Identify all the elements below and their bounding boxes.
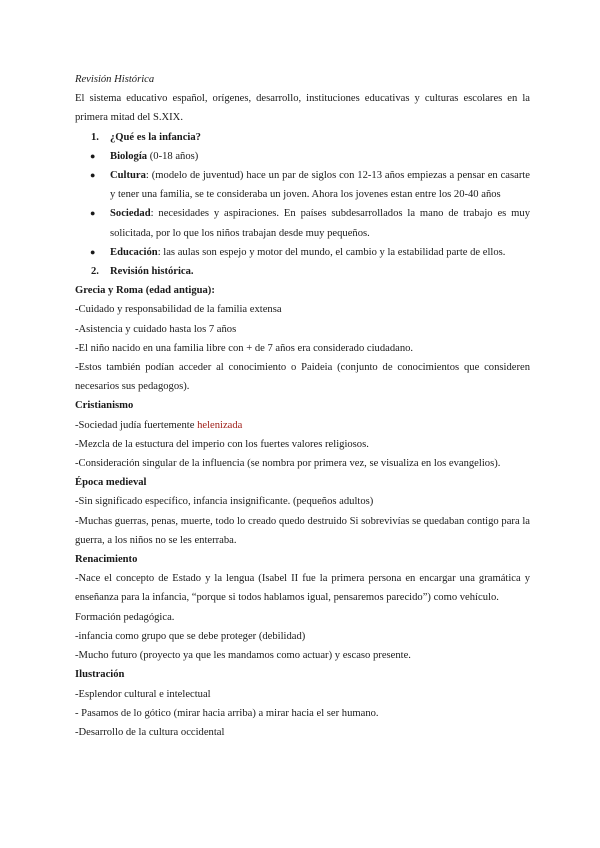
text-line: -Sin significado específico, infancia insignificante. (pequeños adultos) [75,496,374,508]
intro-paragraph: El sistema educativo español, orígenes, desarrollo, instituciones educativas y culturas escolares en la primera mitad del S.XIX. [75,93,530,124]
text-line: -Desarrollo de la cultura occidental [75,726,225,738]
heading-medieval: Época medieval [75,477,147,489]
heading-cristianismo: Cristianismo [75,400,134,412]
section-1-title: ¿Qué es la infancia? [110,131,201,143]
heading-ilustracion: Ilustración [75,669,125,681]
text-line: -Mucho futuro (proyecto ya que les mandamos como actuar) y escaso presente. [75,650,411,662]
text-line: -infancia como grupo que se debe proteger (debilidad) [75,630,306,642]
text-paragraph: -Nace el concepto de Estado y la lengua (Isabel II fue la primera persona en encargar una gramática y enseñanza para la infancia, “porque si todos hablamos igual, pensaremos parecido”) como vehículo. [75,573,530,604]
section-2-title: Revisión histórica. [110,266,194,278]
text-line: -El niño nacido en una familia libre con + de 7 años era considerado ciudadano. [75,342,414,354]
bullet-icon: ● [90,170,96,181]
text-paragraph: -Estos también podían acceder al conocimiento o Paideia (conjunto de conocimientos que consideren necesarios sus pedagogos). [75,362,530,393]
bullet-label: Sociedad [110,208,151,220]
text-line: -Esplendor cultural e intelectual [75,688,211,700]
text-line: -Asistencia y cuidado hasta los 7 años [75,323,237,335]
heading-renacimiento: Renacimiento [75,554,138,566]
section-2-heading [75,262,530,281]
bullet-label: Biología [110,150,148,162]
bullet-sociedad [75,204,530,242]
doc-title: Revisión Histórica [75,74,155,85]
bullet-label: Educación [110,246,158,258]
section-2-number: 2. [91,266,99,278]
bullet-text: : las aulas son espejo y motor del mundo, el cambio y la estabilidad parte de ellos. [157,246,506,258]
highlighted-word: helenizada [197,419,243,431]
text-line: -Cuidado y responsabilidad de la familia extensa [75,304,282,316]
bullet-icon: ● [90,208,96,219]
bullet-label: Cultura [110,170,146,182]
section-1-number: 1. [91,131,99,143]
section-1-heading [75,128,530,147]
text-line: -Mezcla de la estuctura del imperio con los fuertes valores religiosos. [75,438,369,450]
bullet-cultura [75,166,530,204]
text-paragraph: -Muchas guerras, penas, muerte, todo lo creado quedo destruido Si sobrevivías se quedaban contigo para la guerra, a los niños no se les enterraba. [75,515,530,546]
bullet-educacion [75,243,530,262]
text-line: -Consideración singular de la influencia (se nombra por primera vez, se visualiza en los evangelios). [75,458,501,470]
bullet-biologia [75,147,530,166]
text-line: Formación pedagógica. [75,611,175,623]
text-line: - Pasamos de lo gótico (mirar hacia arriba) a mirar hacia el ser humano. [75,707,379,719]
bullet-text: : (modelo de juventud) hace un par de siglos con 12-13 años empiezas a pensar en casarte y tener una familia, se te consideraba un joven. Ahora los jovenes estan entre los 20-40 años [110,170,530,201]
heading-grecia: Grecia y Roma (edad antigua): [75,285,215,297]
bullet-icon: ● [90,246,96,257]
bullet-text: : necesidades y aspiraciones. En países subdesarrollados la mano de trabajo es muy solicitada, por lo que los niños trabajan desde muy pequeños. [110,208,530,239]
text-fragment: -Sociedad judía fuertemente [75,419,198,431]
bullet-text: (0-18 años) [147,150,199,162]
bullet-icon: ● [90,150,96,161]
text-line [75,416,530,435]
